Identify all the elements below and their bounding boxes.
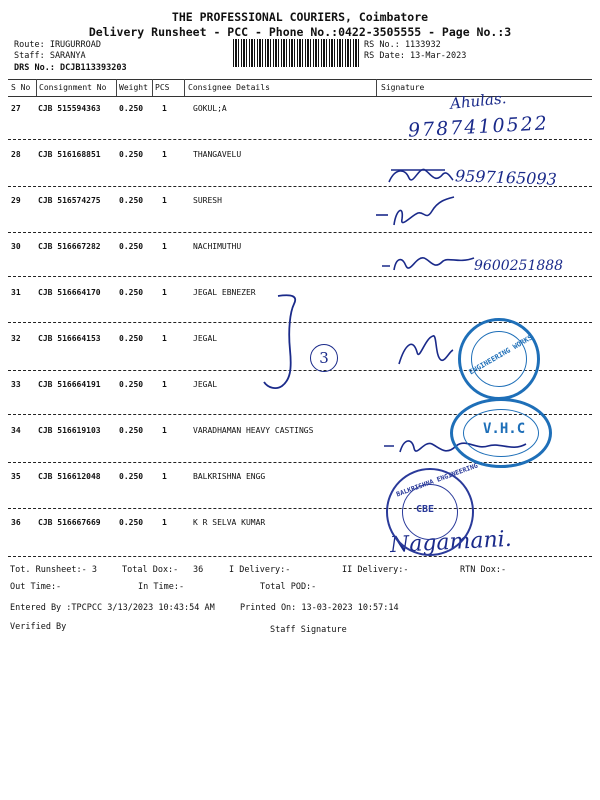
header-sno: S No <box>11 83 31 92</box>
col-divider <box>36 79 37 96</box>
row-weight: 0.250 <box>119 472 144 481</box>
row32-signature-mark <box>395 332 455 372</box>
row-consignee: JEGAL <box>193 334 218 343</box>
header-consignment: Consignment No <box>39 83 107 92</box>
row-consignment: CJB 516574275 <box>38 196 101 205</box>
row-consignment: CJB 516664170 <box>38 288 101 297</box>
row-consignee: JEGAL <box>193 380 218 389</box>
row-sno: 28 <box>11 150 21 159</box>
out-time: Out Time:- <box>10 582 62 592</box>
row-sno: 33 <box>11 380 21 389</box>
row-pcs: 1 <box>162 472 167 481</box>
verified-by: Verified By <box>10 622 67 632</box>
total-dox: Total Dox:- <box>122 565 179 575</box>
row-weight: 0.250 <box>119 426 144 435</box>
row30-phone: 9600251888 <box>474 258 564 274</box>
row-consignment: CJB 516168851 <box>38 150 101 159</box>
total-pod: Total POD:- <box>260 582 317 592</box>
row-weight: 0.250 <box>119 288 144 297</box>
route-label: Route: IRUGURROAD <box>14 40 101 50</box>
rtn-dox: RTN Dox:- <box>460 565 507 575</box>
col-divider <box>152 79 153 96</box>
row-pcs: 1 <box>162 518 167 527</box>
header-consignee: Consignee Details <box>188 83 270 92</box>
rs-number: RS No.: 1133932 <box>364 40 441 50</box>
row-weight: 0.250 <box>119 334 144 343</box>
row-weight: 0.250 <box>119 518 144 527</box>
row-weight: 0.250 <box>119 104 144 113</box>
row-consignment: CJB 516667669 <box>38 518 101 527</box>
row-pcs: 1 <box>162 242 167 251</box>
row-divider <box>8 139 592 140</box>
row-sno: 34 <box>11 426 21 435</box>
row-divider <box>8 276 592 277</box>
row-pcs: 1 <box>162 150 167 159</box>
row-consignee: GOKUL;A <box>193 104 227 113</box>
drs-number: DRS No.: DCJB113393203 <box>14 63 127 73</box>
row-consignment: CJB 516664191 <box>38 380 101 389</box>
row-sno: 32 <box>11 334 21 343</box>
row27-phone: 9787410522 <box>407 112 550 142</box>
tot-runsheet: Tot. Runsheet:- 3 <box>10 565 97 575</box>
stamp2-text: V.H.C <box>483 421 526 437</box>
row-consignment: CJB 515594363 <box>38 104 101 113</box>
row28-phone: 9597165093 <box>454 166 558 189</box>
row-consignee: SURESH <box>193 196 222 205</box>
row-sno: 30 <box>11 242 21 251</box>
row-consignee: BALKRISHNA ENGG <box>193 472 266 481</box>
row-consignment: CJB 516664153 <box>38 334 101 343</box>
col-divider <box>116 79 117 96</box>
stamp1-text: ENGINEERING WORKS <box>467 333 534 377</box>
ii-delivery: II Delivery:- <box>342 565 409 575</box>
row-consignment: CJB 516619103 <box>38 426 101 435</box>
balkrishna-stamp <box>386 461 479 556</box>
row36-signature: Nagamani. <box>389 526 513 559</box>
row-pcs: 1 <box>162 426 167 435</box>
row30-signature-mark <box>378 248 478 278</box>
total-dox-value: 36 <box>193 565 204 575</box>
row-divider <box>8 232 592 233</box>
row-consignee: NACHIMUTHU <box>193 242 242 251</box>
runsheet-subtitle: Delivery Runsheet - PCC - Phone No.:0422-3505555 - Page No.:3 <box>88 25 512 39</box>
row-pcs: 1 <box>162 288 167 297</box>
row-sno: 35 <box>11 472 21 481</box>
row-consignment: CJB 516612048 <box>38 472 101 481</box>
i-delivery: I Delivery:- <box>229 565 291 575</box>
stamp3-text: BALKRISHNA ENGINEERING <box>395 461 479 499</box>
row-consignee: THANGAVELU <box>193 150 242 159</box>
row-weight: 0.250 <box>119 380 144 389</box>
rs-date: RS Date: 13-Mar-2023 <box>364 51 467 61</box>
entered-by: Entered By :TPCPCC 3/13/2023 10:43:54 AM <box>10 603 215 613</box>
row-sno: 27 <box>11 104 21 113</box>
row-consignee: JEGAL EBNEZER <box>193 288 256 297</box>
row-weight: 0.250 <box>119 150 144 159</box>
row-weight: 0.250 <box>119 196 144 205</box>
row-pcs: 1 <box>162 380 167 389</box>
bracket-mark <box>260 290 350 400</box>
engineering-works-stamp <box>458 318 540 400</box>
row-pcs: 1 <box>162 334 167 343</box>
col-divider <box>376 79 377 96</box>
row-divider <box>8 508 592 509</box>
row29-signature-mark <box>372 195 462 231</box>
header-signature: Signature <box>381 83 425 92</box>
row27-signature: Ahulas. <box>449 89 508 113</box>
row-sno: 29 <box>11 196 21 205</box>
in-time: In Time:- <box>138 582 185 592</box>
table-bottom-rule <box>8 556 592 557</box>
company-title: THE PROFESSIONAL COURIERS, Coimbatore <box>171 10 429 24</box>
header-pcs: PCS <box>155 83 170 92</box>
row28-signature-mark <box>385 160 455 190</box>
col-divider <box>184 79 185 96</box>
barcode <box>233 39 359 67</box>
row-sno: 36 <box>11 518 21 527</box>
table-top-rule <box>8 79 592 80</box>
row-consignment: CJB 516667282 <box>38 242 101 251</box>
printed-on: Printed On: 13-03-2023 10:57:14 <box>240 603 399 613</box>
row-sno: 31 <box>11 288 21 297</box>
staff-label: Staff: SARANYA <box>14 51 86 61</box>
stamp3-center: CBE <box>416 504 435 515</box>
header-weight: Weight <box>119 83 148 92</box>
row-weight: 0.250 <box>119 242 144 251</box>
row-pcs: 1 <box>162 196 167 205</box>
row-consignee: K R SELVA KUMAR <box>193 518 266 527</box>
row-consignee: VARADHAMAN HEAVY CASTINGS <box>193 426 314 435</box>
vhc-stamp <box>450 398 552 468</box>
row-pcs: 1 <box>162 104 167 113</box>
circled-number: 3 <box>310 344 338 372</box>
staff-signature: Staff Signature <box>270 625 347 635</box>
